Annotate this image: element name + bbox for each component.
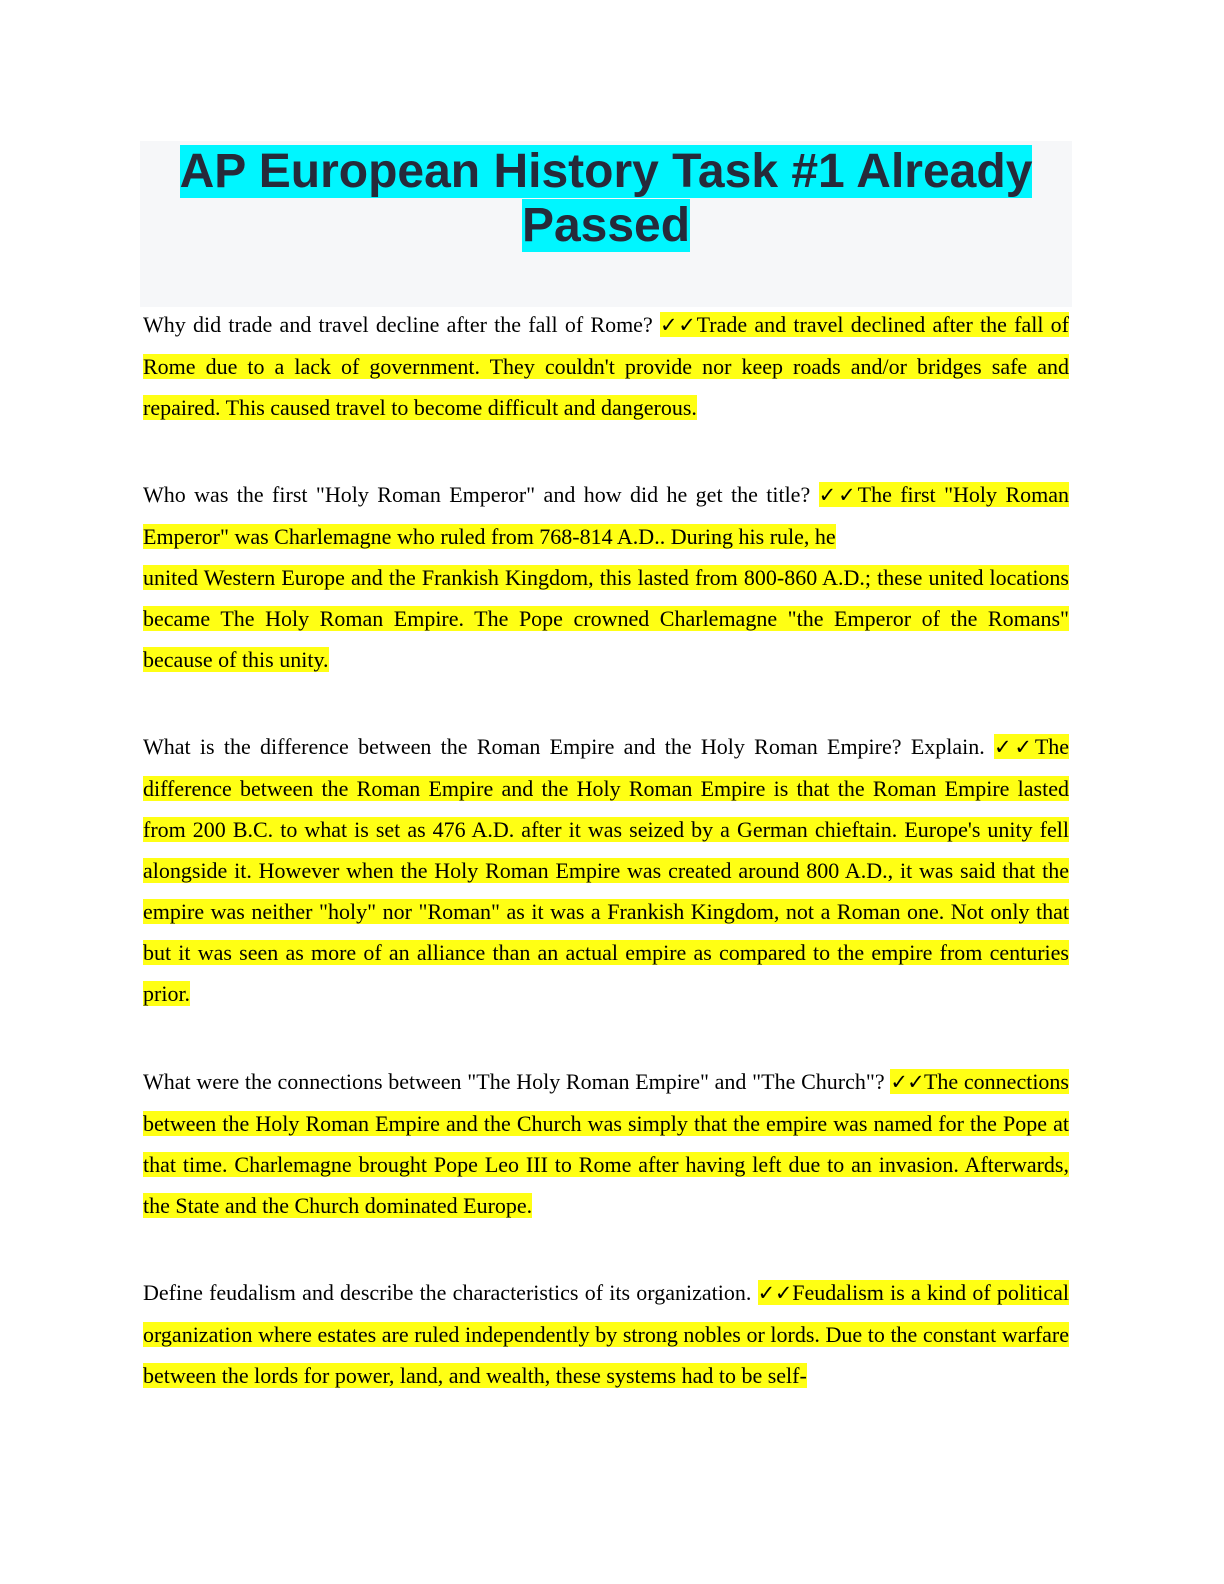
question-text: What is the difference between the Roman Empire and the Holy Roman Empire? Explain. — [143, 734, 985, 759]
title-block — [140, 141, 1072, 307]
question-text: Define feudalism and describe the characteristics of its organization. — [143, 1280, 752, 1305]
question-text: What were the connections between "The Holy Roman Empire" and "The Church"? — [143, 1069, 885, 1094]
answer-body: The difference between the Roman Empire and the Holy Roman Empire is that the Roman Empire lasted from 200 B.C. to what is set as 476 A.D. after it was seized by a German chieftain. Europe's unity fell alongside it. However when the Holy Roman Empire was created around 800 A.D., it was said that the empire was neither "holy" nor "Roman" as it was a Frankish Kingdom, not a Roman one. Not only that but it was seen as more of an alliance than an actual empire as compared to the empire from centuries prior. — [143, 734, 1070, 1006]
qa-item-3 — [143, 726, 1069, 1014]
qa-item-4 — [143, 1061, 1069, 1226]
qa-item-1 — [143, 304, 1069, 428]
answer-body: Trade and travel declined after the fall of Rome due to a lack of government. They couldn't provide nor keep roads and/or bridges safe and repaired. This caused travel to become difficult and dangerous. — [143, 312, 1069, 420]
answer-text — [143, 734, 1069, 1006]
question-text: Why did trade and travel decline after the fall of Rome? — [143, 312, 653, 337]
answer-body: The connections between the Holy Roman Empire and the Church was simply that the empire was named for the Pope at that time. Charlemagne brought Pope Leo III to Rome after having left due to an invasion. Afterwards, the State and the Church dominated Europe. — [143, 1069, 1069, 1218]
answer-body: Feudalism is a kind of political organization where estates are ruled independently by strong nobles or lords. Due to the constant warfare between the lords for power, land, and wealth, these systems had to be self- — [143, 1280, 1069, 1388]
document-title: AP European History Task #1 Already Passed — [179, 145, 1033, 252]
answer-text-continued: united Western Europe and the Frankish Kingdom, this lasted from 800-860 A.D.; these united locations became The Holy Roman Empire. The Pope crowned Charlemagne "the Emperor of the Romans" because of this unity. — [143, 565, 1069, 672]
check-icon: ✓✓ — [994, 735, 1035, 759]
check-icon: ✓✓ — [757, 1281, 793, 1305]
question-text: Who was the first "Holy Roman Emperor" and how did he get the title? — [143, 482, 811, 507]
qa-item-2 — [143, 474, 1069, 680]
check-icon: ✓✓ — [659, 313, 697, 337]
answer-body-part1: The first "Holy Roman Emperor" was Charlemagne who ruled from 768-814 A.D.. During his rule, he — [143, 482, 1069, 549]
qa-item-5 — [143, 1272, 1069, 1396]
check-icon: ✓✓ — [890, 1070, 924, 1094]
check-icon: ✓✓ — [818, 483, 858, 507]
